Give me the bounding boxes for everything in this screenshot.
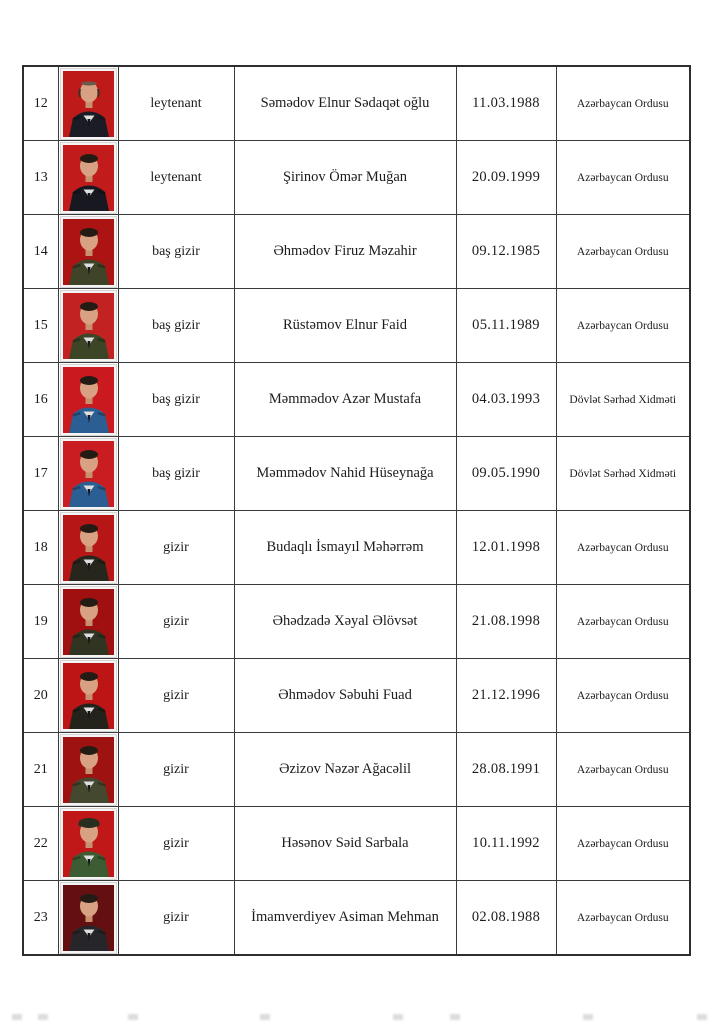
table-row: [23, 215, 690, 289]
soldier-photo: [63, 811, 114, 877]
service-cell: Azərbaycan Ordusu: [556, 511, 690, 585]
name-cell: Səmədov Elnur Sədaqət oğlu: [234, 66, 456, 141]
birth-date-cell: 12.01.1998: [456, 511, 556, 585]
rank-cell: gizir: [118, 511, 234, 585]
rank-cell: baş gizir: [118, 363, 234, 437]
birth-date-cell: 11.03.1988: [456, 66, 556, 141]
soldier-photo: [63, 145, 114, 211]
soldier-photo: [63, 589, 114, 655]
service-cell: Azərbaycan Ordusu: [556, 141, 690, 215]
table-row: [23, 437, 690, 511]
birth-date-cell: 02.08.1988: [456, 881, 556, 956]
birth-date-cell: 21.12.1996: [456, 659, 556, 733]
name-cell: Əhmədov Firuz Məzahir: [234, 215, 456, 289]
service-cell: Dövlət Sərhəd Xidməti: [556, 437, 690, 511]
name-cell: Əzizov Nəzər Ağacəlil: [234, 733, 456, 807]
soldier-photo: [63, 885, 114, 951]
row-number-cell: 21: [23, 733, 58, 807]
table-row: [23, 66, 690, 141]
photo-cell: [58, 881, 118, 956]
birth-date-cell: 20.09.1999: [456, 141, 556, 215]
service-cell: Azərbaycan Ordusu: [556, 881, 690, 956]
soldier-photo: [63, 441, 114, 507]
table-row: [23, 659, 690, 733]
service-cell: Azərbaycan Ordusu: [556, 659, 690, 733]
name-cell: Budaqlı İsmayıl Məhərrəm: [234, 511, 456, 585]
birth-date-cell: 09.05.1990: [456, 437, 556, 511]
service-cell: Azərbaycan Ordusu: [556, 733, 690, 807]
next-page-cutoff-marks: [0, 1012, 723, 1024]
name-cell: Həsənov Səid Sarbala: [234, 807, 456, 881]
row-number-cell: 17: [23, 437, 58, 511]
soldier-photo: [63, 293, 114, 359]
name-cell: Şirinov Ömər Muğan: [234, 141, 456, 215]
rank-cell: gizir: [118, 659, 234, 733]
photo-cell: [58, 289, 118, 363]
service-cell: Azərbaycan Ordusu: [556, 289, 690, 363]
row-number-cell: 18: [23, 511, 58, 585]
rank-cell: gizir: [118, 807, 234, 881]
birth-date-cell: 05.11.1989: [456, 289, 556, 363]
row-number-cell: 22: [23, 807, 58, 881]
birth-date-cell: 09.12.1985: [456, 215, 556, 289]
name-cell: Rüstəmov Elnur Faid: [234, 289, 456, 363]
photo-cell: [58, 363, 118, 437]
table-row: [23, 141, 690, 215]
birth-date-cell: 21.08.1998: [456, 585, 556, 659]
photo-cell: [58, 511, 118, 585]
photo-cell: [58, 659, 118, 733]
rank-cell: baş gizir: [118, 437, 234, 511]
row-number-cell: 13: [23, 141, 58, 215]
table-row: [23, 807, 690, 881]
photo-cell: [58, 585, 118, 659]
soldier-photo: [63, 367, 114, 433]
name-cell: Məmmədov Nahid Hüseynağa: [234, 437, 456, 511]
row-number-cell: 15: [23, 289, 58, 363]
soldier-photo: [63, 515, 114, 581]
roster-table-body: [23, 66, 690, 955]
birth-date-cell: 28.08.1991: [456, 733, 556, 807]
rank-cell: gizir: [118, 881, 234, 956]
soldier-photo: [63, 737, 114, 803]
photo-cell: [58, 66, 118, 141]
table-row: [23, 511, 690, 585]
rank-cell: gizir: [118, 733, 234, 807]
table-row: [23, 733, 690, 807]
table-row: [23, 585, 690, 659]
row-number-cell: 19: [23, 585, 58, 659]
row-number-cell: 16: [23, 363, 58, 437]
rank-cell: baş gizir: [118, 215, 234, 289]
name-cell: Əhmədov Səbuhi Fuad: [234, 659, 456, 733]
service-cell: Azərbaycan Ordusu: [556, 585, 690, 659]
service-cell: Azərbaycan Ordusu: [556, 215, 690, 289]
table-row: [23, 881, 690, 956]
photo-cell: [58, 437, 118, 511]
row-number-cell: 14: [23, 215, 58, 289]
table-row: [23, 363, 690, 437]
photo-cell: [58, 733, 118, 807]
row-number-cell: 20: [23, 659, 58, 733]
birth-date-cell: 04.03.1993: [456, 363, 556, 437]
name-cell: Məmmədov Azər Mustafa: [234, 363, 456, 437]
row-number-cell: 12: [23, 66, 58, 141]
service-cell: Dövlət Sərhəd Xidməti: [556, 363, 690, 437]
row-number-cell: 23: [23, 881, 58, 956]
photo-cell: [58, 807, 118, 881]
photo-cell: [58, 215, 118, 289]
table-row: [23, 289, 690, 363]
name-cell: Əhədzadə Xəyal Əlövsət: [234, 585, 456, 659]
personnel-roster-table: [22, 65, 691, 956]
rank-cell: gizir: [118, 585, 234, 659]
birth-date-cell: 10.11.1992: [456, 807, 556, 881]
service-cell: Azərbaycan Ordusu: [556, 807, 690, 881]
rank-cell: leytenant: [118, 141, 234, 215]
rank-cell: leytenant: [118, 66, 234, 141]
photo-cell: [58, 141, 118, 215]
soldier-photo: [63, 71, 114, 137]
soldier-photo: [63, 663, 114, 729]
rank-cell: baş gizir: [118, 289, 234, 363]
soldier-photo: [63, 219, 114, 285]
service-cell: Azərbaycan Ordusu: [556, 66, 690, 141]
name-cell: İmamverdiyev Asiman Mehman: [234, 881, 456, 956]
